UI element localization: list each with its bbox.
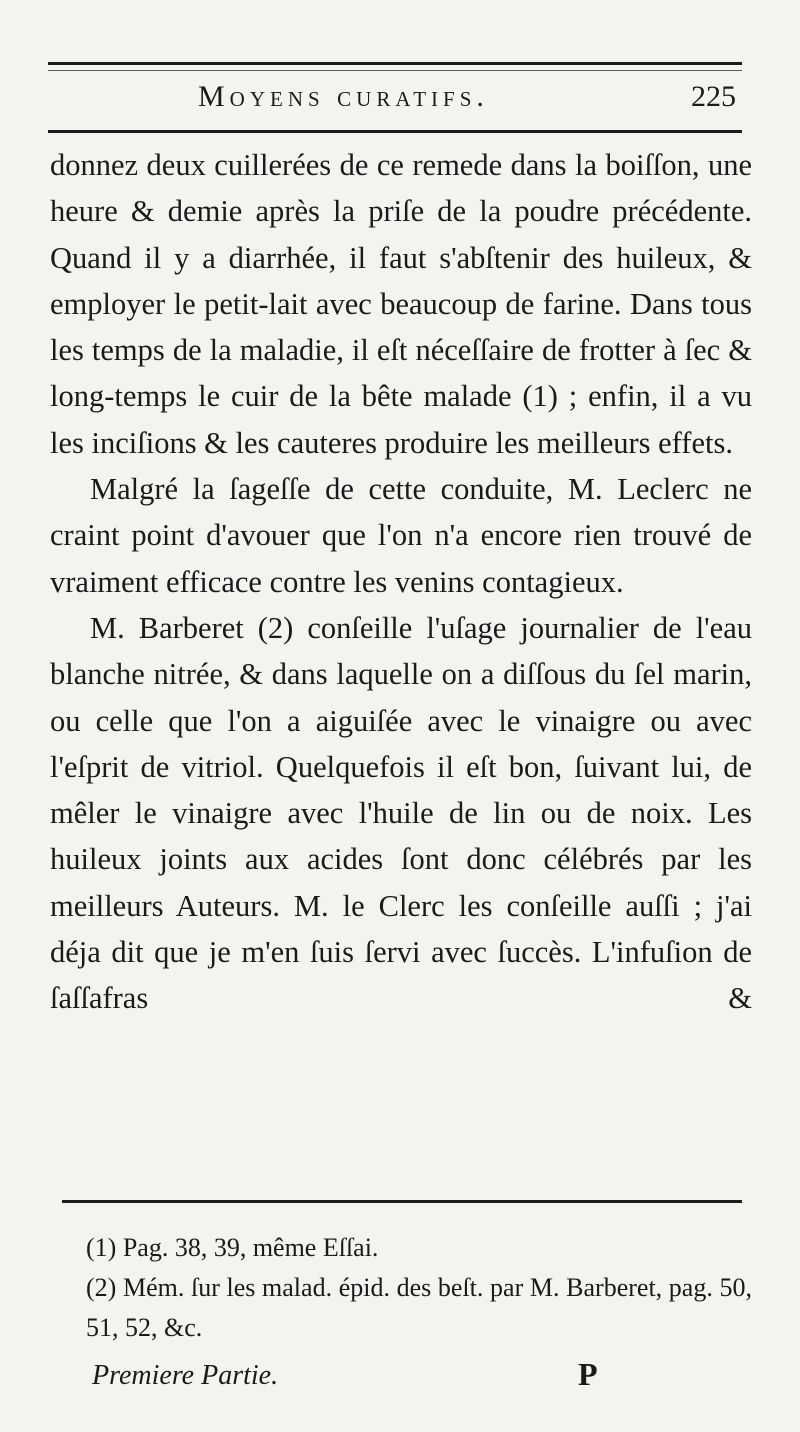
footnote-2: (2) Mém. ſur les malad. épid. des beſt. par M. Barberet, pag. 50, 51, 52, &c. bbox=[86, 1273, 752, 1342]
footnote-1: (1) Pag. 38, 39, même Eſſai. bbox=[86, 1233, 379, 1262]
running-title: Moyens curatifs. bbox=[198, 80, 489, 113]
sheet-mark: P bbox=[578, 1356, 598, 1392]
signature-line: Premiere Partie. bbox=[92, 1360, 279, 1391]
paragraph-3: M. Barberet (2) conſeille l'uſage journalier de l'eau blanche nitrée, & dans laquelle on a diſſous du ſel marin, ou celle que l'on a aiguiſée avec le vinaigre ou avec l'eſprit de vitriol. Quelquefois il eſt bon, ſuivant lui, de mêler le vinaigre avec l'huile de lin ou de noix. Les huileux joints aux acides ſont donc célébrés par les meilleurs Auteurs. M. le Clerc les conſeille auſſi ; j'ai déja dit que je m'en ſuis ſervi avec ſuccès. L'infuſion de ſaſſafras & bbox=[50, 610, 752, 1016]
paragraph-2: Malgré la ſageſſe de cette conduite, M. Leclerc ne craint point d'avouer que l'on n'a encore rien trouvé de vraiment efficace contre les venins contagieux. bbox=[50, 472, 752, 599]
page-number: 225 bbox=[691, 80, 736, 113]
paragraph-1: donnez deux cuillerées de ce remede dans la boiſſon, une heure & demie après la priſe de la poudre précédente. Quand il y a diarrhée, il faut s'abſtenir des huileux, & employer le petit-lait avec beaucoup de farine. Dans tous les temps de la maladie, il eſt néceſſaire de frotter à ſec & long-temps le cuir de la bête malade (1) ; enfin, il a vu les inciſions & les cauteres produire les meilleurs effets. bbox=[50, 148, 752, 460]
body-text bbox=[50, 142, 752, 1022]
footnotes bbox=[58, 1228, 752, 1348]
footnote-rule bbox=[62, 1200, 742, 1203]
top-rule-thin bbox=[48, 70, 742, 71]
running-head bbox=[48, 80, 742, 124]
top-rule bbox=[48, 62, 742, 65]
header-rule bbox=[48, 130, 742, 133]
